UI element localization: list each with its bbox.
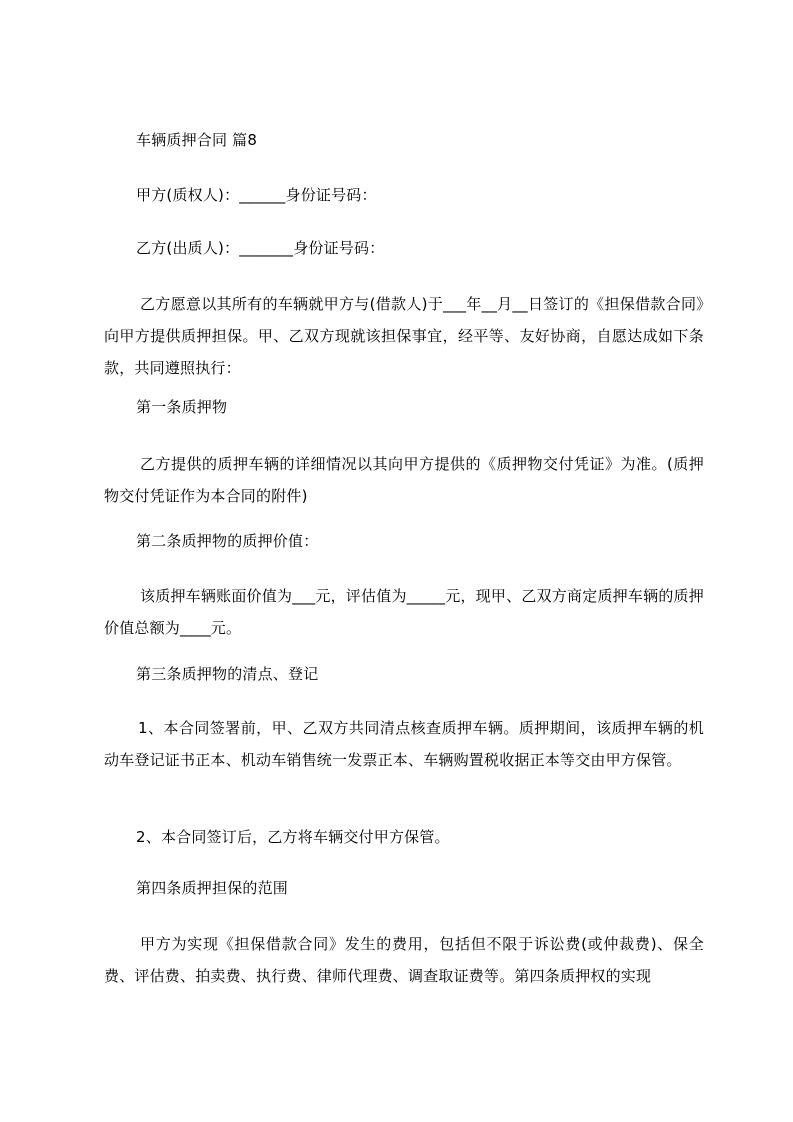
article3-heading: 第三条质押物的清点、登记 [136, 665, 319, 683]
article2-heading: 第二条质押物的质押价值： [136, 532, 319, 550]
party-a-line: 甲方(质权人)：______身份证号码： [136, 186, 377, 204]
document-title: 车辆质押合同 篇8 [136, 131, 258, 149]
article1-paragraph: 乙方提供的质押车辆的详细情况以其向甲方提供的《质押物交付凭证》为准。(质押物交付凭证作为本合同的附件) [104, 455, 704, 505]
party-b-line: 乙方(出质人)：_______身份证号码： [136, 239, 385, 257]
article1-heading: 第一条质押物 [136, 398, 228, 416]
article3-item1: 1、本合同签署前，甲、乙双方共同清点核查质押车辆。质押期间，该质押车辆的机动车登记证书正本、机动车销售统一发票正本、车辆购置税收据正本等交由甲方保管。 [104, 719, 704, 769]
article4-paragraph: 甲方为实现《担保借款合同》发生的费用，包括但不限于诉讼费(或仲裁费)、保全费、评估费、拍卖费、执行费、律师代理费、调查取证费等。第四条质押权的实现 [104, 935, 704, 985]
intro-paragraph: 乙方愿意以其所有的车辆就甲方与(借款人)于___年__月__日签订的《担保借款合同》向甲方提供质押担保。甲、乙双方现就该担保事宜，经平等、友好协商，自愿达成如下条款，共同遵照执行： [104, 295, 704, 377]
article3-item2: 2、本合同签订后，乙方将车辆交付甲方保管。 [136, 828, 450, 846]
article2-paragraph: 该质押车辆账面价值为___元，评估值为_____元，现甲、乙双方商定质押车辆的质押价值总额为____元。 [104, 587, 704, 637]
article4-heading: 第四条质押担保的范围 [136, 879, 289, 897]
